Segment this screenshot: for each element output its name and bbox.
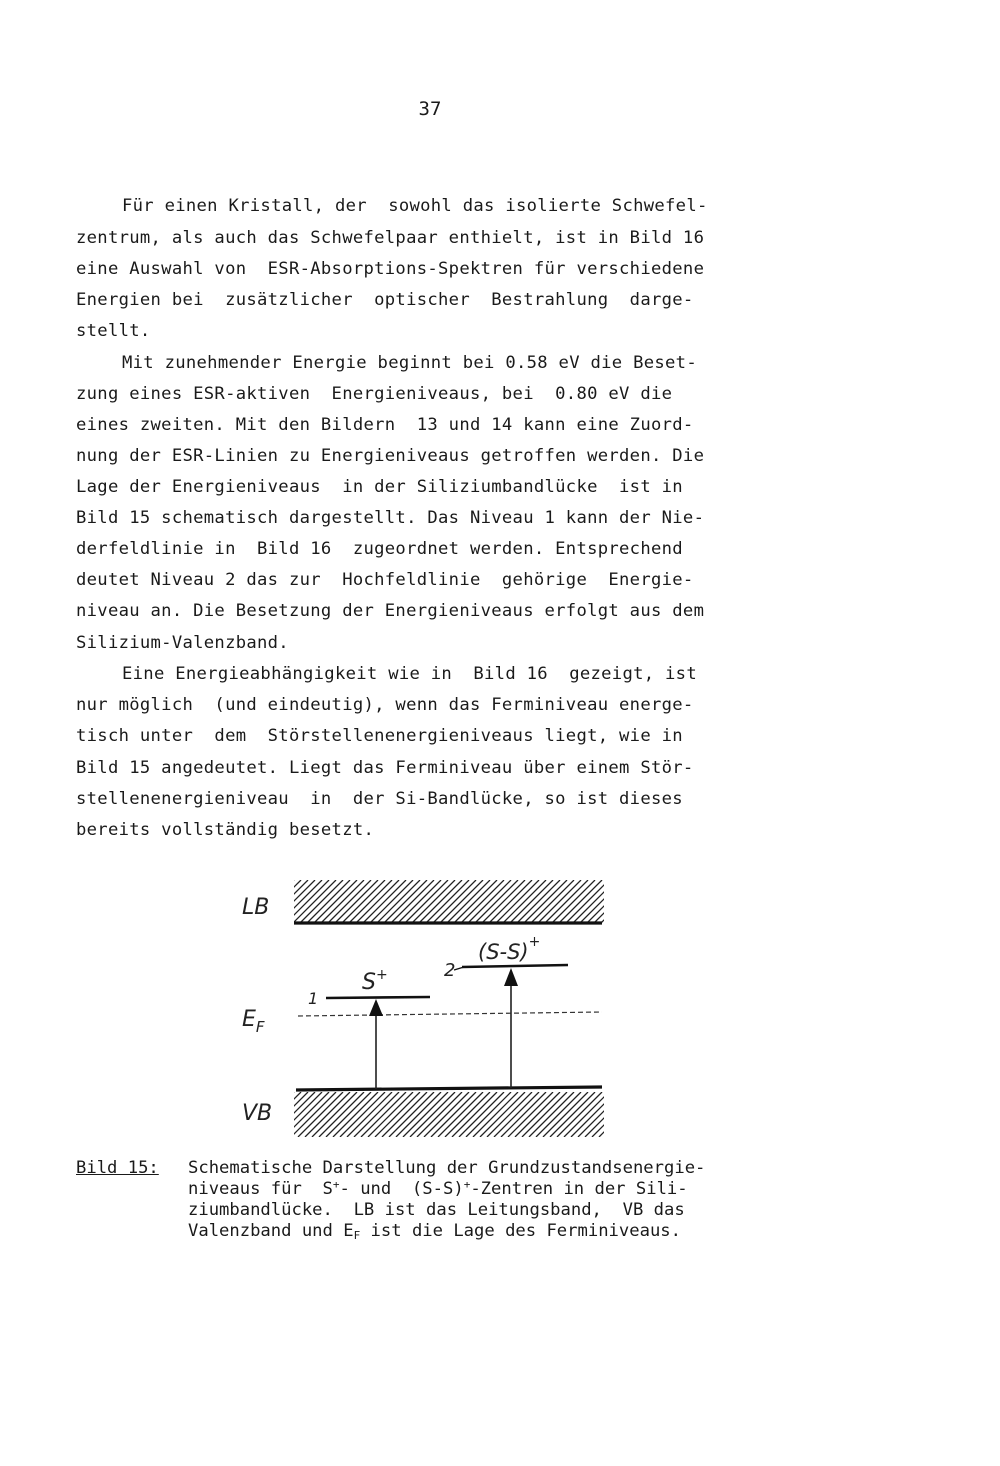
- level-1-label: [362, 967, 388, 995]
- hatch-line: [475, 880, 518, 923]
- level-2-number: 2: [444, 960, 456, 981]
- hatch-line: [438, 1092, 483, 1137]
- paragraph-3-line-4: Bild 15 angedeutet. Liegt das Ferminiveau über einem Stör-: [76, 758, 694, 778]
- level-1-arrow-head: [369, 999, 383, 1016]
- hatch-line: [284, 1092, 329, 1137]
- hatch-line: [361, 1092, 406, 1137]
- caption-line-4: [188, 1221, 681, 1242]
- caption-line-2: [188, 1179, 688, 1200]
- hatch-line: [571, 1092, 616, 1137]
- hatch-line: [300, 880, 343, 923]
- caption-label: Bild 15:: [76, 1158, 159, 1178]
- caption-line-1: Schematische Darstellung der Grundzustandsenergie-: [188, 1158, 706, 1178]
- hatch-line: [501, 1092, 546, 1137]
- hatch-line: [405, 880, 448, 923]
- hatch-line: [347, 1092, 392, 1137]
- paragraph-2-line-10: Silizium-Valenzband.: [76, 633, 289, 653]
- hatch-line: [613, 1092, 630, 1137]
- hatch-line: [326, 1092, 371, 1137]
- caption-line-2-a: niveaus für S: [188, 1179, 333, 1199]
- hatch-line: [333, 1092, 378, 1137]
- hatch-line: [480, 1092, 525, 1137]
- paragraph-3-line-2: nur möglich (und eindeutig), wenn das Ferminiveau energe-: [76, 695, 694, 715]
- level-2-label: [478, 934, 540, 964]
- hatch-line: [524, 880, 567, 923]
- hatch-line: [335, 880, 378, 923]
- hatch-line: [487, 1092, 532, 1137]
- hatch-line: [454, 880, 497, 923]
- hatch-line: [298, 1092, 343, 1137]
- hatch-line: [566, 880, 609, 923]
- hatch-line: [496, 880, 539, 923]
- hatch-line: [503, 880, 546, 923]
- hatch-line: [482, 880, 525, 923]
- hatch-line: [608, 880, 630, 923]
- caption-line-3: ziumbandlücke. LB ist das Leitungsband, VB das: [188, 1200, 685, 1220]
- label-ef-main: E: [242, 1007, 256, 1032]
- hatch-line: [468, 880, 511, 923]
- hatch-line: [543, 1092, 588, 1137]
- hatch-line: [594, 880, 630, 923]
- paragraph-2-line-5: Lage der Energieniveaus in der Siliziumbandlücke ist in: [76, 477, 683, 497]
- hatch-line: [564, 1092, 609, 1137]
- level-2-label-main: (S-S): [478, 940, 529, 964]
- hatch-line: [559, 880, 602, 923]
- hatch-line: [340, 1092, 385, 1137]
- hatch-line: [286, 880, 329, 923]
- hatch-line: [396, 1092, 441, 1137]
- paragraph-1-line-1: Für einen Kristall, der sowohl das isolierte Schwefel-: [122, 196, 708, 216]
- level-2-label-sup: +: [528, 934, 541, 950]
- hatch-line: [510, 880, 553, 923]
- hatch-line: [356, 880, 399, 923]
- hatch-line: [398, 880, 441, 923]
- paragraph-2-line-8: deutet Niveau 2 das zur Hochfeldlinie gehörige Energie-: [76, 570, 694, 590]
- hatch-line: [538, 880, 581, 923]
- hatch-line: [293, 880, 336, 923]
- hatch-line: [433, 880, 476, 923]
- hatch-line: [431, 1092, 476, 1137]
- caption-line-4-sub: F: [353, 1229, 361, 1242]
- caption-line-2-sup1: +: [332, 1178, 340, 1191]
- hatch-line: [314, 880, 357, 923]
- level-2-line: [462, 965, 568, 967]
- paragraph-3-line-3: tisch unter dem Störstellenenergieniveaus liegt, wie in: [76, 726, 683, 746]
- hatch-line: [272, 880, 315, 923]
- hatch-line: [307, 880, 350, 923]
- hatch-line: [389, 1092, 434, 1137]
- paragraph-2-line-2: zung eines ESR-aktiven Energieniveaus, bei 0.80 eV die: [76, 384, 673, 404]
- valence-band-edge: [296, 1087, 602, 1090]
- hatch-line: [508, 1092, 553, 1137]
- hatch-line: [321, 880, 364, 923]
- caption-line-2-c: -Zentren in der Sili-: [470, 1179, 688, 1199]
- hatch-line: [265, 880, 308, 923]
- hatch-line: [461, 880, 504, 923]
- hatch-line: [417, 1092, 462, 1137]
- hatch-line: [391, 880, 434, 923]
- hatch-line: [445, 1092, 490, 1137]
- hatch-line: [277, 1092, 322, 1137]
- hatch-line: [585, 1092, 630, 1137]
- hatch-line: [550, 1092, 595, 1137]
- hatch-line: [489, 880, 532, 923]
- paragraph-1-line-5: stellt.: [76, 321, 151, 341]
- hatch-line: [279, 880, 322, 923]
- level-2-arrow-head: [504, 968, 518, 986]
- hatch-line: [375, 1092, 420, 1137]
- hatch-line: [452, 1092, 497, 1137]
- hatch-line: [620, 1092, 630, 1137]
- paragraph-2-line-6: Bild 15 schematisch dargestellt. Das Niveau 1 kann der Nie-: [76, 508, 705, 528]
- hatch-line: [494, 1092, 539, 1137]
- caption-line-4-b: ist die Lage des Ferminiveaus.: [360, 1221, 681, 1241]
- band-diagram-figure: [230, 870, 630, 1140]
- hatch-line: [515, 1092, 560, 1137]
- label-lb: LB: [242, 895, 270, 920]
- hatch-line: [447, 880, 490, 923]
- hatch-line: [517, 880, 560, 923]
- hatch-line: [354, 1092, 399, 1137]
- caption-line-2-b: - und (S-S): [339, 1179, 464, 1199]
- conduction-band-hatching: [251, 880, 630, 923]
- hatch-line: [410, 1092, 455, 1137]
- hatch-line: [459, 1092, 504, 1137]
- paragraph-1-line-4: Energien bei zusätzlicher optischer Bestrahlung darge-: [76, 290, 694, 310]
- hatch-line: [403, 1092, 448, 1137]
- hatch-line: [370, 880, 413, 923]
- caption-line-2-sup2: +: [463, 1178, 471, 1191]
- paragraph-2-line-1: Mit zunehmender Energie beginnt bei 0.58 eV die Beset-: [122, 353, 697, 373]
- hatch-line: [601, 880, 630, 923]
- hatch-line: [573, 880, 616, 923]
- paragraph-3-line-5: stellenenergieniveau in der Si-Bandlücke, so ist dieses: [76, 789, 683, 809]
- hatch-line: [622, 880, 630, 923]
- label-ef-sub: F: [255, 1018, 265, 1036]
- hatch-line: [377, 880, 420, 923]
- hatch-line: [578, 1092, 623, 1137]
- hatch-line: [545, 880, 588, 923]
- paragraph-2-line-7: derfeldlinie in Bild 16 zugeordnet werden. Entsprechend: [76, 539, 683, 559]
- label-vb: VB: [242, 1101, 273, 1126]
- paragraph-2-line-4: nung der ESR-Linien zu Energieniveaus getroffen werden. Die: [76, 446, 705, 466]
- level-1-label-main: S: [362, 970, 376, 995]
- hatch-line: [599, 1092, 630, 1137]
- hatch-line: [319, 1092, 364, 1137]
- hatch-line: [473, 1092, 518, 1137]
- paragraph-1-line-3: eine Auswahl von ESR-Absorptions-Spektren für verschiedene: [76, 259, 705, 279]
- hatch-line: [536, 1092, 581, 1137]
- hatch-line: [615, 880, 630, 923]
- hatch-line: [466, 1092, 511, 1137]
- valence-band-hatching: [249, 1092, 630, 1137]
- hatch-line: [522, 1092, 567, 1137]
- fermi-level-line: [298, 1012, 602, 1016]
- hatch-line: [606, 1092, 630, 1137]
- hatch-line: [627, 1092, 630, 1137]
- hatch-line: [426, 880, 469, 923]
- hatch-line: [424, 1092, 469, 1137]
- paragraph-2-line-3: eines zweiten. Mit den Bildern 13 und 14 kann eine Zuord-: [76, 415, 694, 435]
- hatch-line: [382, 1092, 427, 1137]
- hatch-line: [342, 880, 385, 923]
- hatch-line: [419, 880, 462, 923]
- hatch-line: [328, 880, 371, 923]
- hatch-line: [629, 880, 630, 923]
- hatch-line: [305, 1092, 350, 1137]
- band-diagram-svg: [230, 870, 630, 1140]
- hatch-line: [531, 880, 574, 923]
- hatch-line: [368, 1092, 413, 1137]
- caption-line-4-a: Valenzband und E: [188, 1221, 354, 1241]
- hatch-line: [363, 880, 406, 923]
- hatch-line: [587, 880, 630, 923]
- hatch-line: [384, 880, 427, 923]
- level-2-number-tick: [454, 967, 464, 970]
- hatch-line: [312, 1092, 357, 1137]
- hatch-line: [349, 880, 392, 923]
- hatch-line: [557, 1092, 602, 1137]
- hatch-line: [412, 880, 455, 923]
- level-1-label-sup: +: [375, 967, 388, 983]
- paragraph-3-line-6: bereits vollständig besetzt.: [76, 820, 375, 840]
- hatch-line: [440, 880, 483, 923]
- label-ef: [242, 1007, 265, 1036]
- hatch-line: [529, 1092, 574, 1137]
- hatch-line: [552, 880, 595, 923]
- hatch-line: [580, 880, 623, 923]
- hatch-line: [291, 1092, 336, 1137]
- level-1-number: 1: [308, 989, 319, 1008]
- hatch-line: [270, 1092, 315, 1137]
- paragraph-3-line-1: Eine Energieabhängigkeit wie in Bild 16 gezeigt, ist: [122, 664, 697, 684]
- hatch-line: [592, 1092, 630, 1137]
- paragraph-2-line-9: niveau an. Die Besetzung der Energieniveaus erfolgt aus dem: [76, 601, 705, 621]
- level-1-line: [326, 997, 430, 998]
- paragraph-1-line-2: zentrum, als auch das Schwefelpaar enthielt, ist in Bild 16: [76, 228, 705, 248]
- page-number: 37: [418, 98, 442, 120]
